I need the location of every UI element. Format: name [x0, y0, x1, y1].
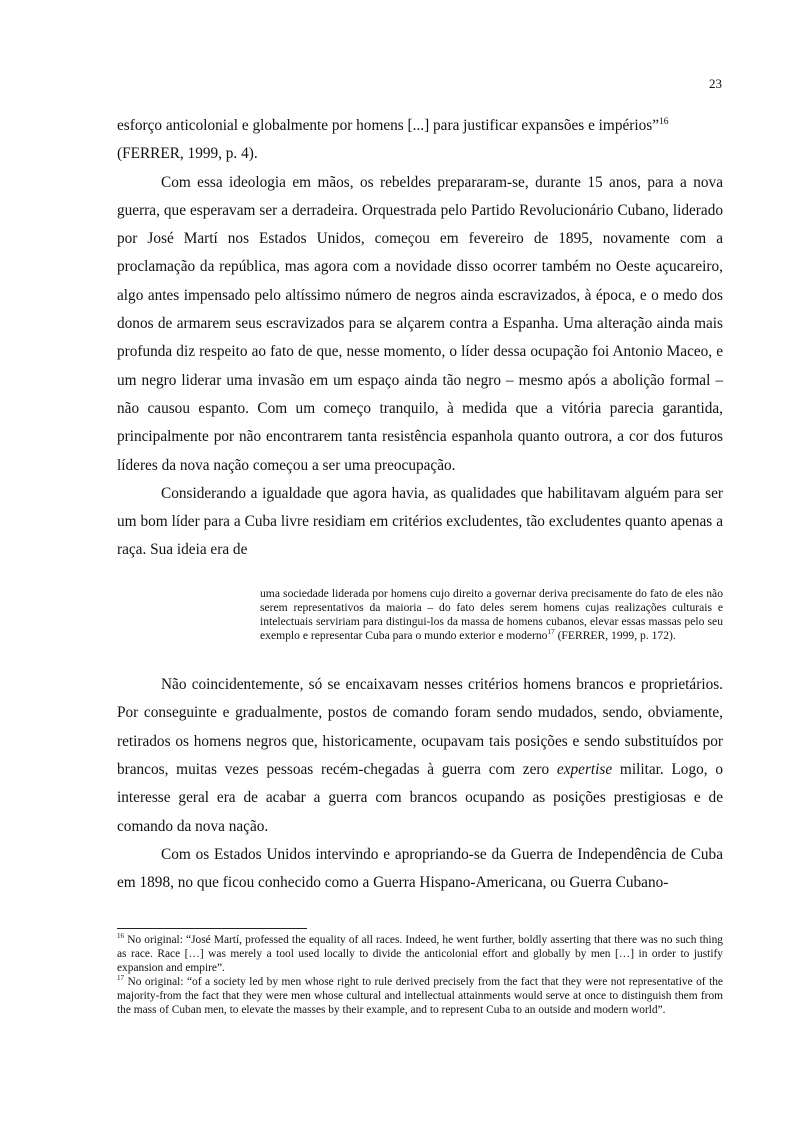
footnotes	[117, 934, 723, 1017]
page-number: 23	[709, 76, 722, 91]
footnote-17-text: No original: “of a society led by men whose right to rule derived precisely from the fact that they were not representative of the majority-from the fact that they were men whose cultural and intellectual attainments would serve at once to distinguish them from the mass of Cuban men, to elevate the masses by their example, and to represent Cuba to an outside and modern world”.	[117, 975, 723, 1016]
paragraph-4	[117, 671, 723, 841]
paragraph-4-text-before: Não coincidentemente, só se encaixavam nesses critérios homens brancos e proprietários. Por conseguinte e gradualmente, postos de comando foram sendo mudados, sendo, obviamente, retirados os homens negros que, historicamente, ocupavam tais posições e sendo substituídos por brancos, muitas vezes pessoas recém-chegadas à guerra com zero	[117, 676, 723, 779]
footnote-ref-17: 17	[547, 628, 555, 637]
block-quote-citation: (FERRER, 1999, p. 172).	[554, 629, 676, 643]
footnote-17	[117, 973, 723, 1018]
paragraph-4-italic: expertise	[556, 761, 613, 779]
paragraph-4-text-after: militar. Logo, o interesse geral era de acabar a guerra com brancos ocupando as posições prestigiosas e de comando da nova nação.	[117, 761, 723, 835]
footnote-ref-16: 16	[659, 116, 669, 127]
body-text	[117, 112, 723, 898]
footnote-17-number: 17	[117, 973, 125, 982]
footnote-16-text: No original: “José Martí, professed the equality of all races. Indeed, he went further, boldly asserting that there was no such thing as race. Race […] was merely a tool used locally to divide the anticolonial effort and globally by men […] in order to justify expansion and empire”.	[117, 934, 723, 974]
block-quote-wrapper	[117, 565, 723, 643]
paragraph-1-text: esforço anticolonial e globalmente por homens [...] para justificar expansões e impérios”	[117, 117, 660, 134]
footnote-separator	[117, 928, 307, 929]
footnote-16	[117, 934, 723, 976]
paragraph-3: Considerando a igualdade que agora havia, as qualidades que habilitavam alguém para ser um bom líder para a Cuba livre residiam em critérios excludentes, tão excludentes quanto apenas a raça. Sua ideia era de	[117, 484, 723, 559]
footnote-16-number: 16	[117, 932, 125, 941]
paragraph-1-citation: (FERRER, 1999, p. 4).	[117, 145, 258, 163]
paragraph-1	[117, 112, 723, 169]
block-quote	[260, 587, 723, 643]
paragraph-2: Com essa ideologia em mãos, os rebeldes prepararam-se, durante 15 anos, para a nova guerra, que esperavam ser a derradeira. Orquestrada pelo Partido Revolucionário Cubano, liderado por José Martí nos Estados Unidos, começou em fevereiro de 1895, novamente com a proclamação da república, mas agora com a novidade disso ocorrer também no Oeste açucareiro, algo antes impensado pelo altíssimo número de negros ainda escravizados, à época, e o medo dos donos de armarem seus escravizados para se alçarem contra a Espanha. Uma alteração ainda mais profunda diz respeito ao fato de que, nesse momento, o líder dessa ocupação foi Antonio Maceo, e um negro liderar uma invasão em um espaço ainda tão negro – mesmo após a abolição formal – não causou espanto. Com um começo tranquilo, à medida que a vitória parecia garantida, principalmente por não encontrarem tanta resistência espanhola quanto outrora, a cor dos futuros líderes da nova nação começou a ser uma preocupação.	[117, 173, 723, 474]
block-quote-text: uma sociedade liderada por homens cujo direito a governar deriva precisamente do fato de eles não serem representativos da maioria – do fato deles serem homens cujas realizações culturais e intelectuais serviriam para distingui-los da massa de homens cubanos, elevar essas massas pelo seu exemplo e representar Cuba para o mundo exterior e moderno	[260, 586, 723, 643]
paragraph-5: Com os Estados Unidos intervindo e apropriando-se da Guerra de Independência de Cuba em 1898, no que ficou conhecido como a Guerra Hispano-Americana, ou Guerra Cubano-	[117, 845, 723, 892]
